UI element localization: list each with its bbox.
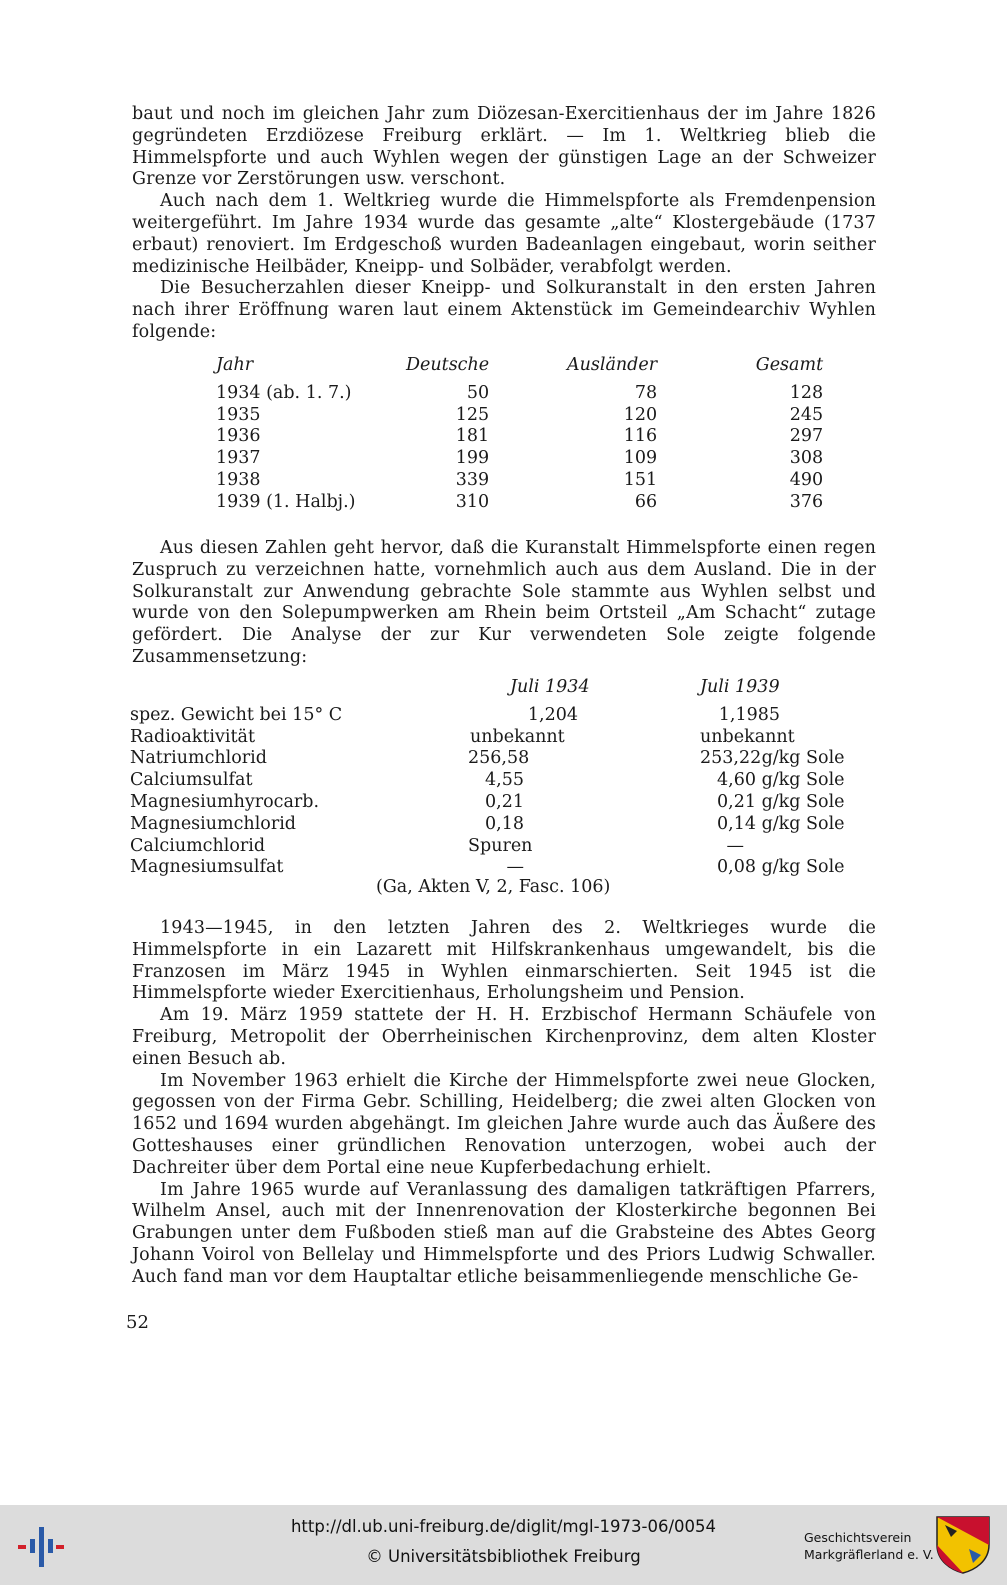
table-row — [216, 470, 823, 492]
cell-value-1934: — — [506, 857, 524, 878]
cell-total: 308 — [789, 448, 824, 469]
cell-year: 1935 — [216, 404, 261, 425]
body-text-bottom — [132, 918, 876, 1289]
table-header-row — [216, 355, 823, 383]
cell-germans: 50 — [466, 382, 490, 403]
cell-year: 1939 (1. Halbj.) — [216, 491, 356, 512]
cell-foreigners: 109 — [623, 448, 658, 469]
cell-foreigners: 78 — [634, 382, 658, 403]
cell-substance: Calciumchlorid — [130, 835, 266, 856]
table-row — [130, 770, 860, 792]
cell-value-1939: 0,14 — [717, 813, 756, 834]
cell-value-1934: 0,21 — [485, 791, 524, 812]
paragraph: Am 19. März 1959 stattete der H. H. Erzbischof Hermann Schäufele von Freiburg, Metropolit der Oberrheinischen Kirchenprovinz, dem alten Kloster einen Besuch ab. — [132, 1005, 876, 1069]
cell-value-1939: 253,22 — [700, 748, 762, 769]
table-row — [216, 405, 823, 427]
table-row — [130, 857, 860, 879]
viewer-footer — [0, 1505, 1007, 1585]
cell-total: 245 — [789, 404, 824, 425]
cell-year: 1936 — [216, 426, 261, 447]
cell-substance: spez. Gewicht bei 15° C — [130, 704, 343, 725]
column-header-july-1939: Juli 1939 — [700, 677, 780, 697]
table-row — [216, 448, 823, 470]
paragraph: baut und noch im gleichen Jahr zum Diözesan-Exercitienhaus der im Jahre 1826 gegründeten Erzdiözese Freiburg erklärt. — Im 1. Weltkrieg blieb die Himmelspforte und auch Wyhlen wegen der günstigen Lage an der Schweizer Grenze vor Zerstörungen usw. verschont. — [132, 104, 876, 190]
cell-total: 490 — [789, 469, 824, 490]
source-citation: (Ga, Akten V, 2, Fasc. 106) — [376, 877, 611, 897]
cell-foreigners: 116 — [623, 426, 658, 447]
cell-germans: 125 — [455, 404, 490, 425]
table-header-row — [130, 677, 860, 705]
paragraph: Die Besucherzahlen dieser Kneipp- und Solkuranstalt in den ersten Jahren nach ihrer Eröffnung waren laut einem Aktenstück im Gemeindearchiv Wyhlen folgende: — [132, 278, 876, 342]
cell-value-1939: — — [726, 835, 744, 856]
cell-value-1934: 256,58 — [468, 748, 530, 769]
cell-foreigners: 66 — [634, 491, 658, 512]
paragraph: 1943—1945, in den letzten Jahren des 2. Weltkrieges wurde die Himmelspforte in ein Lazarett mit Hilfskrankenhaus umgewandelt, bis die Franzosen im März 1945 in Wyhlen einmarschierten. Seit 1945 ist die Himmelspforte wieder Exercitienhaus, Erholungsheim und Pension. — [132, 918, 876, 1004]
cell-value-1939: 0,21 — [717, 791, 756, 812]
coat-of-arms-icon — [935, 1515, 991, 1575]
table-row — [216, 426, 823, 448]
paragraph: Auch nach dem 1. Weltkrieg wurde die Himmelspforte als Fremdenpension weitergeführt. Im Jahre 1934 wurde das gesamte „alte“ Klostergebäude (1737 erbaut) renoviert. Im Erdgeschoß wurden Badeanlagen eingebaut, worin seither medizinische Heilbäder, Kneipp- und Solbäder, verabfolgt werden. — [132, 191, 876, 277]
paragraph: Im November 1963 erhielt die Kirche der Himmelspforte zwei neue Glocken, gegossen von der Firma Gebr. Schilling, Heidelberg; die zwei alten Glocken von 1652 und 1694 wurden abgehängt. Im gleichen Jahre wurde auch das Äußere des Gotteshauses einer gründlichen Renovation unterzogen, wobei auch der Dachreiter über dem Portal eine neue Kupferbedachung erhielt. — [132, 1070, 876, 1178]
cell-value-1934: unbekannt — [470, 726, 565, 747]
paragraph: Im Jahre 1965 wurde auf Veranlassung des damaligen tatkräftigen Pfarrers, Wilhelm Ansel, auch mit der Innenrenovation der Klosterkirche begonnen Bei Grabungen unter dem Fußboden stieß man auf die Grabsteine des Abtes Georg Johann Voirol von Bellelay und Himmelspforte und des Priors Ludwig Schwaller. Auch fand man vor dem Hauptaltar etliche beisammenliegende menschliche Ge- — [132, 1179, 876, 1287]
table-row — [130, 748, 860, 770]
column-header-substance — [130, 677, 468, 705]
society-name-line: Geschichtsverein — [804, 1530, 912, 1545]
cell-substance: Calciumsulfat — [130, 770, 253, 791]
cell-value-1939: 0,08 — [717, 857, 756, 878]
column-header-foreigners: Ausländer — [566, 355, 658, 375]
cell-unit: g/kg Sole — [761, 857, 845, 878]
document-url-link[interactable]: http://dl.ub.uni-freiburg.de/diglit/mgl-1973-06/0054 — [290, 1517, 717, 1536]
column-header-year: Jahr — [216, 355, 254, 375]
table-row — [130, 705, 860, 727]
table-row — [130, 836, 860, 858]
cell-germans: 181 — [455, 426, 490, 447]
cell-germans: 310 — [455, 491, 490, 512]
cell-unit: g/kg Sole — [761, 813, 845, 834]
cell-value-1939: unbekannt — [700, 726, 795, 747]
column-header-total: Gesamt — [755, 355, 824, 375]
cell-substance: Magnesiumhyrocarb. — [130, 791, 320, 812]
brine-analysis-table — [130, 677, 860, 879]
cell-year: 1937 — [216, 448, 261, 469]
cell-year: 1938 — [216, 469, 261, 490]
cell-year: 1934 (ab. 1. 7.) — [216, 382, 352, 403]
society-name-line: Markgräflerland e. V. — [804, 1547, 934, 1562]
page-number: 52 — [126, 1312, 149, 1333]
cell-value-1934: Spuren — [468, 835, 533, 856]
cell-substance: Natriumchlorid — [130, 748, 267, 769]
cell-value-1939: 1,1985 — [718, 704, 780, 725]
cell-germans: 339 — [455, 469, 490, 490]
table-row — [130, 792, 860, 814]
paragraph: Aus diesen Zahlen geht hervor, daß die Kuranstalt Himmelspforte einen regen Zuspruch zu verzeichnen hatte, vornehmlich auch aus dem Ausland. Die in der Solkuranstalt zur Anwendung gebrachte Sole stammte aus Wyhlen selbst und wurde von den Solepumpwerken am Rhein beim Ortsteil „Am Schacht“ zutage gefördert. Die Analyse der zur Kur verwendeten Sole zeigte folgende Zusammensetzung: — [132, 538, 876, 667]
visitor-statistics-table — [216, 355, 823, 514]
cell-value-1934: 1,204 — [527, 704, 578, 725]
body-text-top — [132, 104, 876, 344]
table-row — [216, 383, 823, 405]
cell-total: 376 — [789, 491, 824, 512]
cell-substance: Magnesiumchlorid — [130, 813, 296, 834]
cell-total: 128 — [789, 382, 824, 403]
cell-substance: Radioaktivität — [130, 726, 255, 747]
table-row — [130, 814, 860, 836]
body-text-middle — [132, 538, 876, 669]
cell-value-1934: 4,55 — [485, 770, 524, 791]
column-header-july-1934: Juli 1934 — [510, 677, 590, 697]
cell-value-1934: 0,18 — [485, 813, 524, 834]
table-row — [216, 492, 823, 514]
cell-substance: Magnesiumsulfat — [130, 857, 284, 878]
cell-value-1939: 4,60 — [717, 770, 756, 791]
cell-foreigners: 151 — [623, 469, 658, 490]
copyright-notice: © Universitätsbibliothek Freiburg — [366, 1547, 641, 1566]
cell-unit: g/kg Sole — [761, 791, 845, 812]
table-row — [130, 727, 860, 749]
society-name — [804, 1529, 934, 1563]
cell-total: 297 — [789, 426, 824, 447]
cell-unit: g/kg Sole — [761, 748, 845, 769]
cell-germans: 199 — [455, 448, 490, 469]
cell-unit: g/kg Sole — [761, 770, 845, 791]
column-header-germans: Deutsche — [406, 355, 490, 375]
cell-foreigners: 120 — [623, 404, 658, 425]
